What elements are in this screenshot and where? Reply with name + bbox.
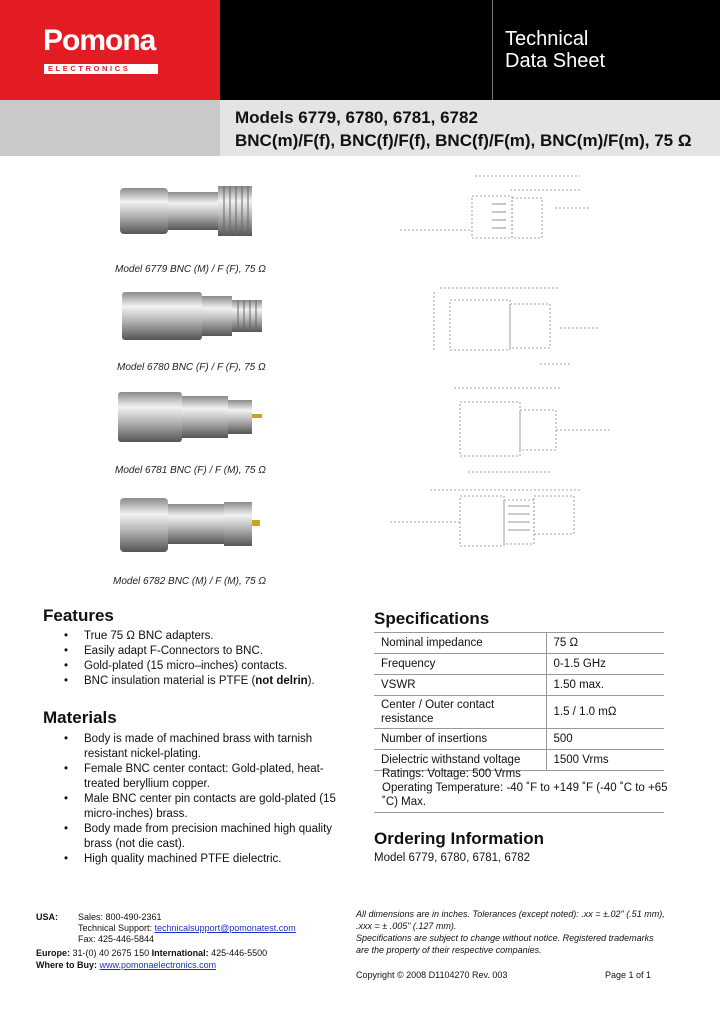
disclaimer-line: .xxx = ± .005" (.127 mm). <box>356 921 457 931</box>
dimension-drawing-6780 <box>420 280 620 370</box>
contact-lines <box>78 912 296 945</box>
logo-subtitle: ELECTRONICS <box>48 64 131 73</box>
where-to-buy <box>36 960 216 971</box>
table-row <box>374 675 664 696</box>
international-phone: 425-446-5500 <box>208 948 268 958</box>
models-subheading: BNC(m)/F(f), BNC(f)/F(f), BNC(f)/F(m), BNC(m)/F(m), 75 Ω <box>235 131 692 150</box>
spec-label: Number of insertions <box>374 729 546 750</box>
table-row <box>374 729 664 750</box>
tech-support <box>78 923 296 934</box>
materials-heading: Materials <box>43 708 117 727</box>
product-6779-image <box>112 176 272 248</box>
spec-label: Dielectric withstand voltage <box>374 750 546 771</box>
spec-divider <box>374 812 664 813</box>
product-6780-image <box>104 282 274 352</box>
document-title-line1: Technical <box>505 28 589 50</box>
list-item-text-end: ). <box>307 675 315 687</box>
features-list <box>64 629 354 689</box>
international-label: International: <box>151 948 209 958</box>
ratings-voltage: Ratings: Voltage: 500 Vrms <box>382 768 521 780</box>
dimension-drawing-6781 <box>440 382 620 482</box>
disclaimer-line: are the property of their respective companies. <box>356 945 542 955</box>
document-title <box>505 28 605 72</box>
table-row <box>374 633 664 654</box>
list-item: • True 75 Ω BNC adapters. <box>64 629 354 644</box>
disclaimer-line: Specifications are subject to change without notice. Registered trademarks <box>356 933 654 943</box>
spec-value: 75 Ω <box>546 633 664 654</box>
list-item-bold: not delrin <box>255 675 308 687</box>
europe-line <box>36 948 267 959</box>
spec-value: 0-1.5 GHz <box>546 654 664 675</box>
dimension-drawing-6779 <box>380 168 610 258</box>
disclaimer <box>356 908 686 956</box>
spec-value: 500 <box>546 729 664 750</box>
where-label: Where to Buy: <box>36 960 98 970</box>
document-title-line2: Data Sheet <box>505 50 606 72</box>
spec-label: Frequency <box>374 654 546 675</box>
product-6782-image <box>114 486 274 564</box>
list-item: • High quality machined PTFE dielectric. <box>64 852 354 867</box>
page-number: Page 1 of 1 <box>605 970 652 980</box>
list-item <box>64 674 354 689</box>
specifications-heading: Specifications <box>374 609 490 628</box>
table-row <box>374 654 664 675</box>
fax-number: Fax: 425-446-5844 <box>78 934 155 944</box>
spec-label: Nominal impedance <box>374 633 546 654</box>
support-email-link[interactable]: technicalsupport@pomonatest.com <box>154 923 296 933</box>
product-6782-caption: Model 6782 BNC (M) / F (M), 75 Ω <box>113 576 267 587</box>
ordering-heading: Ordering Information <box>374 829 544 848</box>
pomona-logo: Pomona <box>43 24 156 57</box>
list-item: • Body made from precision machined high quality brass (not die cast). <box>64 822 354 852</box>
ratings-temperature: Operating Temperature: -40 ˚F to +149 ˚F (-40 ˚C to +65 ˚C) Max. <box>382 782 668 808</box>
product-6780-caption: Model 6780 BNC (F) / F (F), 75 Ω <box>117 362 266 373</box>
ordering-models: Model 6779, 6780, 6781, 6782 <box>374 852 531 864</box>
spec-value: 1.5 / 1.0 mΩ <box>546 696 664 729</box>
spec-value: 1.50 max. <box>546 675 664 696</box>
product-6781-caption: Model 6781 BNC (F) / F (M), 75 Ω <box>115 465 266 476</box>
list-item: • Easily adapt F-Connectors to BNC. <box>64 644 354 659</box>
list-item: • Female BNC center contact: Gold-plated, heat-treated beryllium copper. <box>64 762 354 792</box>
spec-label: Center / Outer contact resistance <box>374 696 546 729</box>
disclaimer-line: All dimensions are in inches. Tolerances (except noted): .xx = ±.02" (.51 mm), <box>356 909 665 919</box>
materials-list <box>64 732 354 867</box>
header-divider <box>492 0 493 100</box>
list-item: • Male BNC center pin contacts are gold-plated (15 micro-inches) brass. <box>64 792 354 822</box>
usa-label: USA: <box>36 912 58 922</box>
product-6781-image <box>110 380 270 454</box>
list-item: • Gold-plated (15 micro–inches) contacts. <box>64 659 354 674</box>
product-6779-caption: Model 6779 BNC (M) / F (F), 75 Ω <box>115 264 266 275</box>
spec-label: VSWR <box>374 675 546 696</box>
europe-phone: 31-(0) 40 2675 150 <box>70 948 152 958</box>
list-item-text: BNC insulation material is PTFE ( <box>84 675 256 687</box>
list-item: • Body is made of machined brass with tarnish resistant nickel-plating. <box>64 732 354 762</box>
dimension-drawing-6782 <box>380 484 610 564</box>
features-heading: Features <box>43 606 114 625</box>
title-band-left <box>0 100 220 156</box>
spec-value: 1500 Vrms <box>546 750 664 771</box>
website-link[interactable]: www.pomonaelectronics.com <box>99 960 217 970</box>
sales-phone: Sales: 800-490-2361 <box>78 912 162 922</box>
specifications-table <box>374 632 664 771</box>
ratings-block <box>382 767 672 809</box>
europe-label: Europe: <box>36 948 71 958</box>
tech-support-label: Technical Support: <box>78 923 155 933</box>
copyright: Copyright © 2008 D1104270 Rev. 003 <box>356 970 508 980</box>
models-heading: Models 6779, 6780, 6781, 6782 <box>235 108 478 127</box>
table-row <box>374 696 664 729</box>
